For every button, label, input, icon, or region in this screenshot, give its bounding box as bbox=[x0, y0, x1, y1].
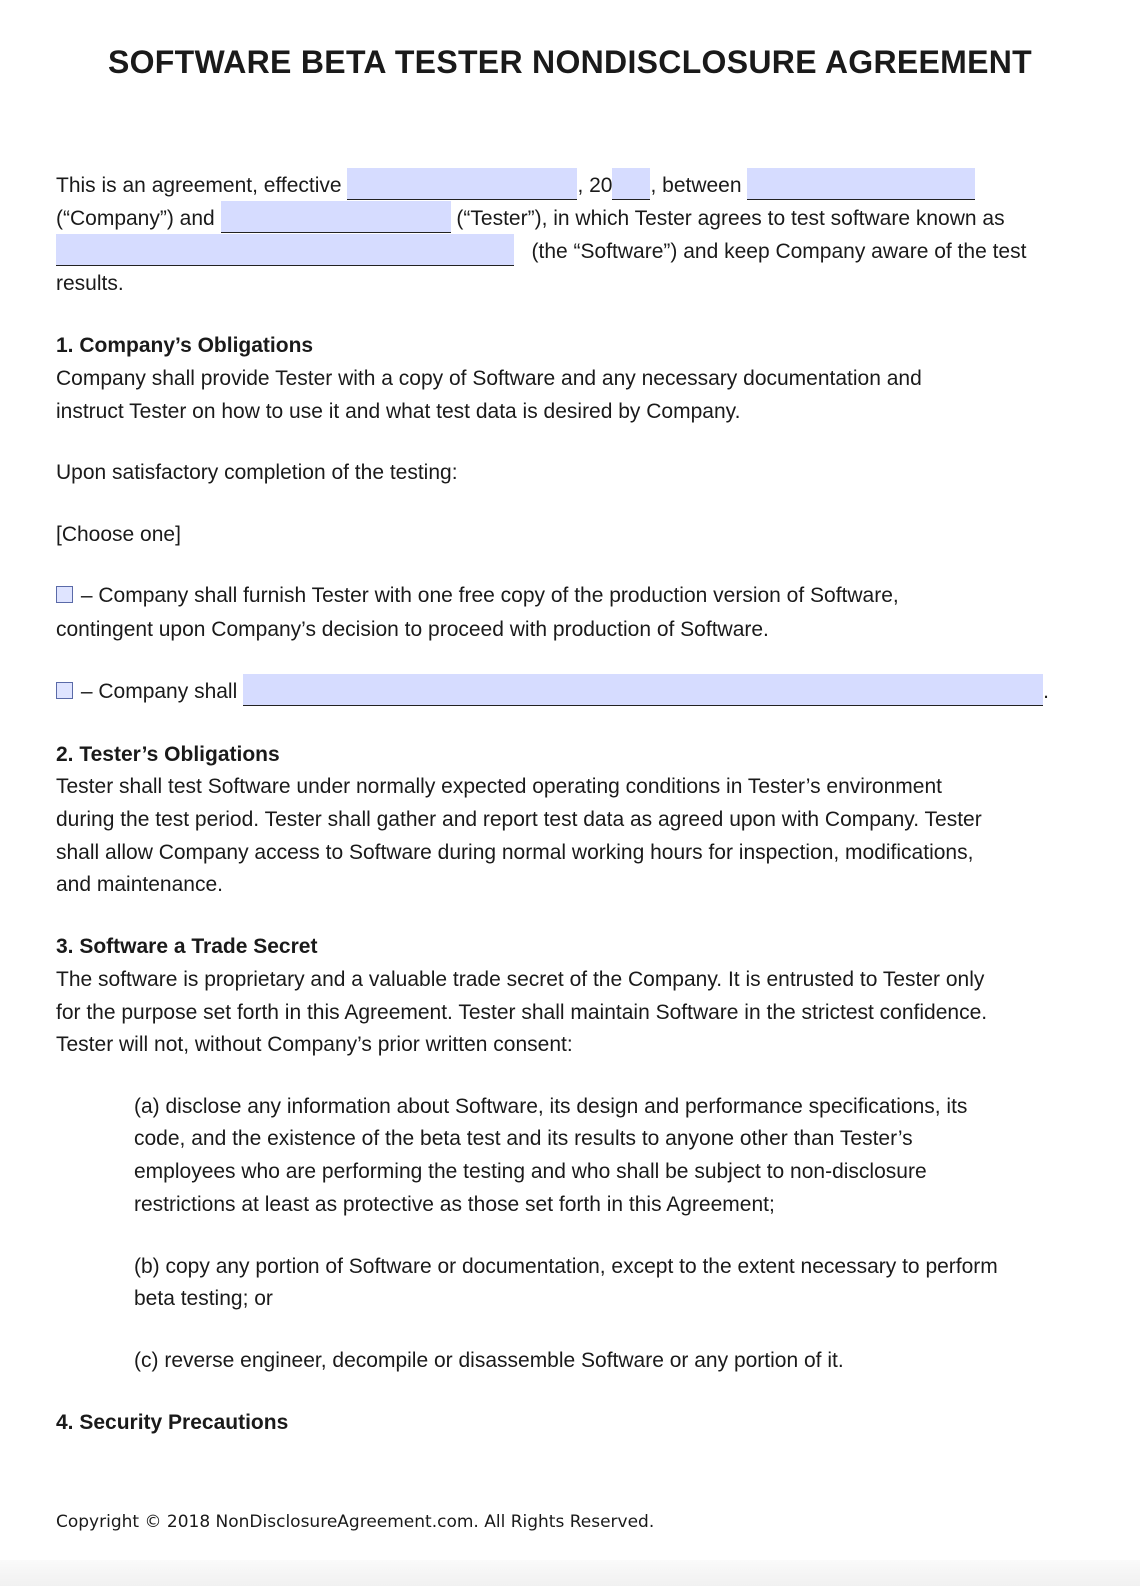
section-2-text: Tester shall test Software under normally expected operating conditions in Tester’s environment bbox=[56, 775, 942, 798]
clause-a-text: employees who are performing the testing and who shall be subject to non-disclosure bbox=[134, 1160, 927, 1183]
section-2-heading: 2. Tester’s Obligations bbox=[56, 743, 280, 766]
clause-a-text: code, and the existence of the beta test and its results to anyone other than Tester’s bbox=[134, 1127, 913, 1150]
option-2-end: . bbox=[1043, 680, 1049, 703]
intro-text: (“Company”) and bbox=[56, 207, 215, 230]
section-4-heading: 4. Security Precautions bbox=[56, 1411, 289, 1434]
clause-c-text: (c) reverse engineer, decompile or disassemble Software or any portion of it. bbox=[134, 1349, 844, 1372]
option-2-field[interactable] bbox=[243, 674, 1043, 706]
option-1-text: – Company shall furnish Tester with one free copy of the production version of Software, bbox=[80, 584, 899, 607]
page-bottom-edge bbox=[0, 1560, 1140, 1586]
intro-line-2 bbox=[56, 201, 1005, 235]
intro-text: , between bbox=[650, 174, 742, 197]
clause-b-text: (b) copy any portion of Software or documentation, except to the extent necessary to perform bbox=[134, 1255, 998, 1278]
option-1-line-1 bbox=[56, 579, 899, 612]
intro-text: This is an agreement, effective bbox=[56, 174, 342, 197]
section-3-heading: 3. Software a Trade Secret bbox=[56, 935, 318, 958]
intro-line-4: results. bbox=[56, 272, 124, 295]
effective-date-field[interactable] bbox=[347, 168, 577, 200]
section-1-heading: 1. Company’s Obligations bbox=[56, 334, 314, 357]
section-1-text: Upon satisfactory completion of the testing: bbox=[56, 461, 458, 484]
intro-text: (the “Software”) and keep Company aware of the test bbox=[531, 240, 1027, 263]
option-2-checkbox[interactable] bbox=[56, 682, 73, 699]
intro-line-3 bbox=[56, 234, 1026, 268]
section-2-text: during the test period. Tester shall gather and report test data as agreed upon with Company. Tester bbox=[56, 808, 982, 831]
document-title: SOFTWARE BETA TESTER NONDISCLOSURE AGREEMENT bbox=[107, 44, 1033, 80]
section-1-text: Company shall provide Tester with a copy of Software and any necessary documentation and bbox=[56, 367, 922, 390]
software-name-field[interactable] bbox=[56, 234, 514, 266]
section-1-text: instruct Tester on how to use it and what test data is desired by Company. bbox=[56, 400, 741, 423]
section-3-text: for the purpose set forth in this Agreement. Tester shall maintain Software in the strictest confidence. bbox=[56, 1001, 988, 1024]
clause-a-text: (a) disclose any information about Software, its design and performance specifications, its bbox=[134, 1095, 968, 1118]
intro-text: (“Tester”), in which Tester agrees to test software known as bbox=[456, 207, 1005, 230]
option-2-text: – Company shall bbox=[80, 680, 238, 703]
intro-line-1 bbox=[56, 168, 975, 202]
option-1-checkbox[interactable] bbox=[56, 586, 73, 603]
section-3-text: The software is proprietary and a valuable trade secret of the Company. It is entrusted to Tester only bbox=[56, 968, 985, 991]
section-2-text: and maintenance. bbox=[56, 873, 223, 896]
copyright-footer: Copyright © 2018 NonDisclosureAgreement.com. All Rights Reserved. bbox=[56, 1512, 655, 1532]
clause-b-text: beta testing; or bbox=[134, 1287, 273, 1310]
choose-one-label: [Choose one] bbox=[56, 523, 181, 546]
company-name-field[interactable] bbox=[747, 168, 975, 200]
option-1-line-2: contingent upon Company’s decision to proceed with production of Software. bbox=[56, 618, 769, 641]
intro-text: , 20 bbox=[577, 174, 613, 197]
year-field[interactable] bbox=[612, 168, 650, 200]
option-2-line bbox=[56, 674, 1049, 708]
clause-a-text: restrictions at least as protective as those set forth in this Agreement; bbox=[134, 1193, 775, 1216]
section-3-text: Tester will not, without Company’s prior written consent: bbox=[56, 1033, 573, 1056]
tester-name-field[interactable] bbox=[221, 201, 451, 233]
section-2-text: shall allow Company access to Software during normal working hours for inspection, modifications, bbox=[56, 841, 974, 864]
